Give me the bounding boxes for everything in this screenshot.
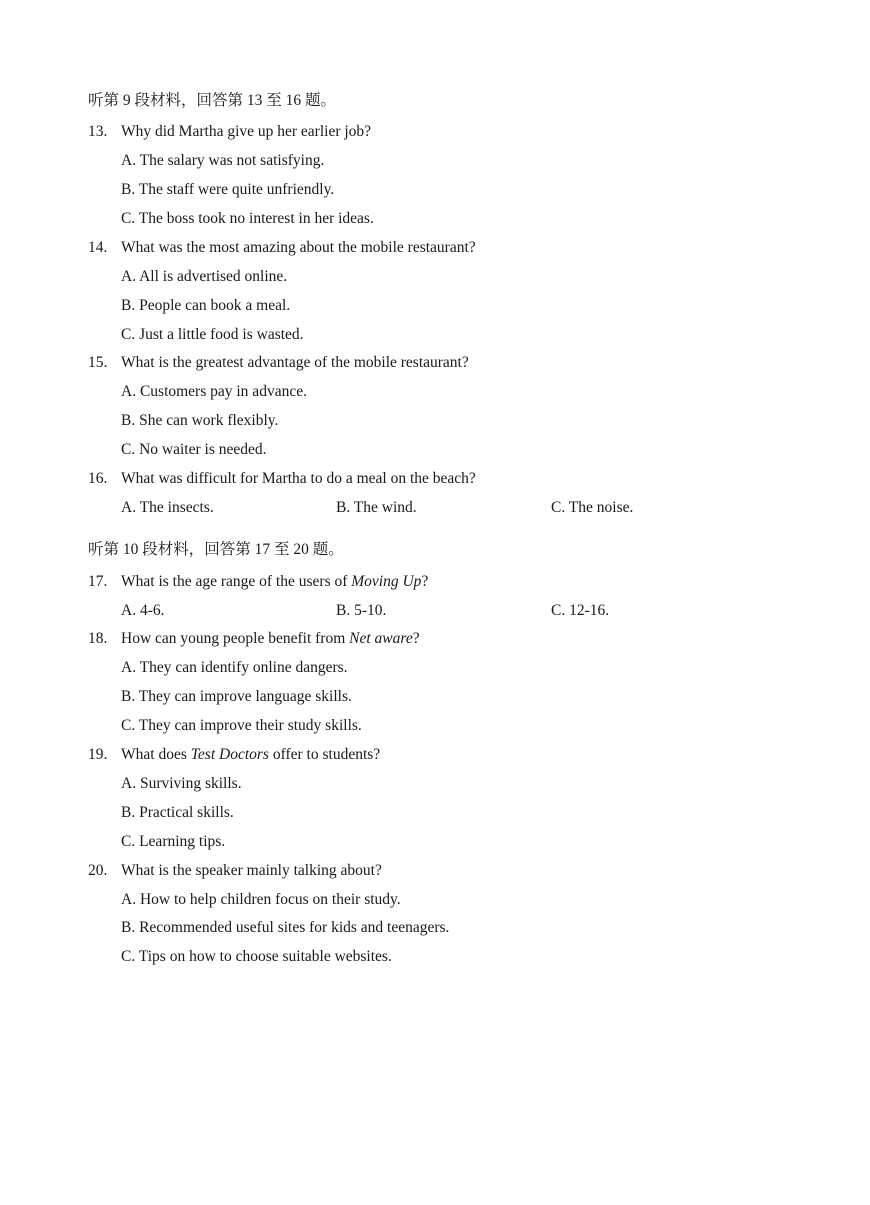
section-heading: 听第 10 段材料，回答第 17 至 20 题。	[88, 541, 344, 558]
question-text: How can young people benefit from Net aware?	[121, 630, 420, 647]
option: C. 12-16.	[551, 602, 610, 619]
question-number: 14.	[88, 239, 108, 256]
question-text: Why did Martha give up her earlier job?	[121, 123, 372, 140]
question-text: What is the greatest advantage of the mobile restaurant?	[121, 354, 469, 371]
option: A. They can identify online dangers.	[121, 659, 348, 676]
option: A. The insects.	[121, 499, 214, 516]
question-number: 15.	[88, 354, 108, 371]
option: C. No waiter is needed.	[121, 441, 267, 458]
question-number: 17.	[88, 573, 108, 590]
option: C. The boss took no interest in her ideas.	[121, 210, 374, 227]
option: A. Customers pay in advance.	[121, 383, 307, 400]
option: C. The noise.	[551, 499, 634, 516]
option: B. People can book a meal.	[121, 297, 291, 314]
question-number: 16.	[88, 470, 108, 487]
website-name: Moving Up	[351, 573, 422, 590]
option: B. She can work flexibly.	[121, 412, 279, 429]
option: A. How to help children focus on their study.	[121, 891, 401, 908]
question-number: 13.	[88, 123, 108, 140]
option: A. Surviving skills.	[121, 775, 242, 792]
option: B. The staff were quite unfriendly.	[121, 181, 335, 198]
question-number: 20.	[88, 862, 108, 879]
question-text: What is the age range of the users of Moving Up?	[121, 573, 429, 590]
option: C. Just a little food is wasted.	[121, 326, 304, 343]
question-number: 19.	[88, 746, 108, 763]
question-text: What does Test Doctors offer to students?	[121, 746, 381, 763]
question-text: What is the speaker mainly talking about?	[121, 862, 382, 879]
option: B. 5-10.	[336, 602, 387, 619]
question-text: What was difficult for Martha to do a meal on the beach?	[121, 470, 476, 487]
option: C. Tips on how to choose suitable websites.	[121, 948, 392, 965]
website-name: Test Doctors	[190, 746, 269, 763]
section-heading: 听第 9 段材料，回答第 13 至 16 题。	[88, 92, 337, 109]
question-number: 18.	[88, 630, 108, 647]
option: A. All is advertised online.	[121, 268, 288, 285]
option: A. The salary was not satisfying.	[121, 152, 325, 169]
option: B. Recommended useful sites for kids and teenagers.	[121, 919, 450, 936]
question-text: What was the most amazing about the mobile restaurant?	[121, 239, 476, 256]
website-name: Net aware	[349, 630, 413, 647]
option: C. Learning tips.	[121, 833, 226, 850]
option: B. The wind.	[336, 499, 417, 516]
option: B. Practical skills.	[121, 804, 234, 821]
option: B. They can improve language skills.	[121, 688, 352, 705]
option: C. They can improve their study skills.	[121, 717, 362, 734]
option: A. 4-6.	[121, 602, 165, 619]
